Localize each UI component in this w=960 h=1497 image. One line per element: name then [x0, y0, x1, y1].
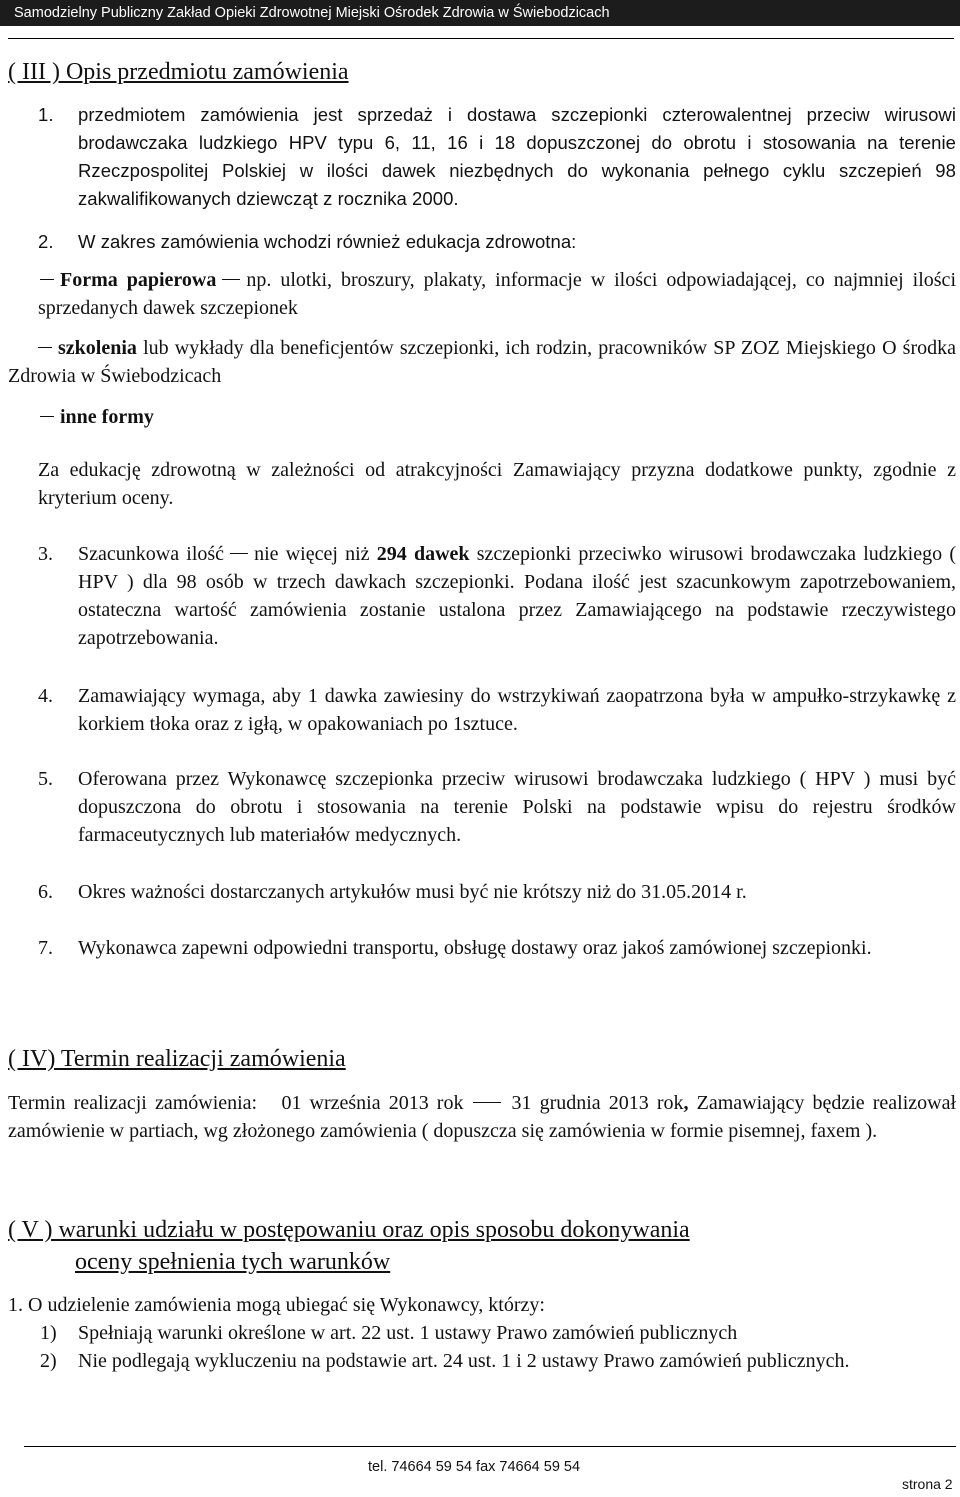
item-number: 6. — [38, 881, 53, 903]
item-text: Szacunkowa ilość — [78, 543, 225, 565]
item-number: 2. — [38, 231, 54, 252]
section-4-text — [8, 1089, 956, 1145]
point-text: Nie podlegają wykluczeniu na podstawie art. 24 ust. 1 i 2 ustawy Prawo zamówień publicznych. — [78, 1350, 850, 1372]
section-5-point-2 — [40, 1347, 956, 1375]
footer-divider — [24, 1446, 956, 1447]
item-number: 3. — [38, 543, 53, 565]
education-note: Za edukację zdrowotną w zależności od atrakcyjności Zamawiający przyzna dodatkowe punkty, zgodnie z kryterium oceny. — [38, 459, 956, 509]
page-number: strona 2 — [902, 1476, 953, 1492]
term-text: Zamawiający będzie realizował zamówienie w partiach, wg złożonego zamówienia ( dopuszcza się zamówienia w formie pisemnej, faxem ). — [8, 1092, 957, 1142]
dash-marker — [473, 1102, 501, 1103]
dash-marker — [40, 416, 54, 417]
form-text: ulotki, broszury, plakaty, informacje w ilości odpowiadającej, co najmniej ilości sprzedanych dawek szczepionek — [38, 269, 956, 319]
dose-count: 294 dawek — [376, 543, 470, 565]
dash-marker — [222, 279, 240, 280]
section-3-item-2 — [38, 228, 956, 256]
section-3-item-5 — [38, 765, 956, 849]
education-form-paper — [38, 266, 956, 322]
dash-marker — [38, 347, 52, 348]
institution-name: Samodzielny Publiczny Zakład Opieki Zdrowotnej Miejski Ośrodek Zdrowia w Świebodzicach — [14, 5, 610, 21]
item-number: 5. — [38, 768, 53, 790]
form-text: lub wykłady dla beneficjentów szczepionki, ich rodzin, pracowników SP ZOZ Miejskiego O środka Zdrowia w Świebodzicach — [8, 337, 956, 387]
dash-marker — [40, 279, 54, 280]
comma: , — [683, 1092, 689, 1114]
page-header-bar — [0, 0, 960, 26]
item-text: W zakres zamówienia wchodzi również edukacja zdrowotna: — [78, 231, 577, 252]
section-3-item-3 — [38, 540, 956, 652]
section-3-title: ( III ) Opis przedmiotu zamówienia — [8, 59, 349, 85]
footer-contact: tel. 74664 59 54 fax 74664 59 54 — [368, 1459, 581, 1475]
point-number: 2) — [40, 1350, 57, 1372]
item-text: szczepionki przeciwko wirusowi brodawczaka ludzkiego ( HPV ) dla 98 osób w trzech dawkach szczepionki. Podana ilość jest szacunkowym zapotrzebowaniem, ostateczna wartość zamówienia zostanie ustalona przez Zamawiającego na podstawie rzeczywistego zapotrzebowania. — [78, 543, 956, 649]
item-number: 4. — [38, 685, 53, 707]
date-to: 31 grudnia 2013 rok — [511, 1092, 684, 1114]
section-3-item-7 — [38, 934, 956, 962]
term-label: Termin realizacji zamówienia: — [8, 1092, 258, 1114]
section-5-title-line-2: oceny spełnienia tych warunków — [75, 1249, 391, 1275]
education-form-training — [8, 334, 956, 390]
section-3-item-4 — [38, 682, 956, 738]
point-text: Spełniają warunki określone w art. 22 ust. 1 ustawy Prawo zamówień publicznych — [78, 1322, 738, 1344]
item-text: Oferowana przez Wykonawcę szczepionka przeciw wirusowi brodawczaka ludzkiego ( HPV ) musi być dopuszczona do obrotu i stosowania na terenie Polski na podstawie wpisu do rejestru środków farmaceutycznych lub materiałów medycznych. — [78, 768, 956, 846]
section-5-title-line-1: ( V ) warunki udziału w postępowaniu oraz opis sposobu dokonywania — [8, 1217, 690, 1243]
item-number: 1. — [38, 104, 54, 125]
form-label: Forma papierowa — [60, 269, 217, 291]
header-divider — [8, 38, 954, 39]
education-form-other — [38, 403, 956, 431]
item-text: Wykonawca zapewni odpowiedni transportu, obsługę dostawy oraz jakoś zamówionej szczepionki. — [78, 937, 872, 959]
item-text: nie więcej niż — [254, 543, 370, 565]
dash-marker — [230, 553, 248, 554]
item-number: 7. — [38, 937, 53, 959]
section-3-item-1 — [38, 101, 956, 213]
point-number: 1) — [40, 1322, 57, 1344]
form-label: szkolenia — [58, 337, 137, 359]
form-label: inne formy — [60, 406, 154, 428]
item-text: Okres ważności dostarczanych artykułów musi być nie krótszy niż do 31.05.2014 r. — [78, 881, 747, 903]
section-5-intro: 1. O udzielenie zamówienia mogą ubiegać się Wykonawcy, którzy: — [8, 1294, 545, 1316]
form-text-prefix: np. — [246, 269, 272, 291]
item-text: Zamawiający wymaga, aby 1 dawka zawiesiny do wstrzykiwań zaopatrzona była w ampułko-strzykawkę z korkiem tłoka oraz z igłą, w opakowaniach po 1sztuce. — [78, 685, 956, 735]
section-3-item-6 — [38, 878, 956, 906]
item-text: przedmiotem zamówienia jest sprzedaż i dostawa szczepionki czterowalentnej przeciw wirusowi brodawczaka ludzkiego HPV typu 6, 11, 16 i 18 dopuszczonej do obrotu i stosowania na terenie Rzeczpospolitej Polskiej w ilości dawek niezbędnych do wykonania pełnego cyklu szczepień 98 zakwalifikowanych dziewcząt z rocznika 2000. — [78, 104, 956, 209]
date-from: 01 września 2013 rok — [281, 1092, 464, 1114]
section-4-title: ( IV) Termin realizacji zamówienia — [8, 1046, 346, 1072]
section-5-point-1 — [40, 1319, 956, 1347]
